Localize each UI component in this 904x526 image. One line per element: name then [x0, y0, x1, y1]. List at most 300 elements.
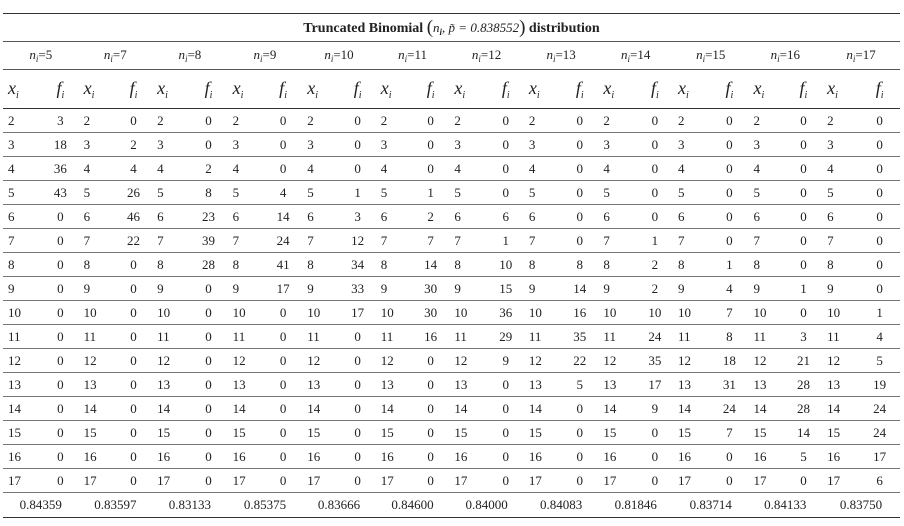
- frequency-cell: 10: [488, 253, 524, 277]
- frequency-cell: 14: [264, 205, 302, 229]
- x-column-header: [598, 70, 636, 109]
- frequency-cell: 0: [189, 445, 227, 469]
- f-label-symbol: f: [279, 77, 285, 98]
- frequency-cell: 35: [637, 349, 673, 373]
- p-estimate-row: [3, 493, 900, 518]
- x-column-header: [673, 70, 710, 109]
- frequency-cell: 0: [412, 445, 449, 469]
- frequency-cell: 4: [710, 277, 748, 301]
- x-value-cell: 15: [673, 421, 710, 445]
- frequency-cell: 0: [189, 373, 227, 397]
- x-value-cell: 10: [822, 301, 859, 325]
- x-value-cell: 15: [3, 421, 42, 445]
- table-row: [3, 229, 900, 253]
- frequency-cell: 0: [859, 277, 900, 301]
- x-value-cell: 10: [524, 301, 561, 325]
- x-value-cell: 5: [152, 181, 189, 205]
- sample-size-header: [598, 42, 673, 70]
- f-column-header: [859, 70, 900, 109]
- p-estimate-cell: 0.84000: [449, 493, 524, 518]
- f-label-symbol: f: [204, 77, 210, 98]
- x-value-cell: 9: [152, 277, 189, 301]
- frequency-cell: 6: [488, 205, 524, 229]
- x-value-cell: 10: [302, 301, 339, 325]
- frequency-cell: 0: [488, 421, 524, 445]
- sample-size-header: [673, 42, 749, 70]
- table-row: [3, 469, 900, 493]
- x-value-cell: 11: [449, 325, 487, 349]
- frequency-cell: 0: [264, 421, 302, 445]
- x-value-cell: 16: [302, 445, 339, 469]
- x-value-cell: 11: [524, 325, 561, 349]
- frequency-cell: 8: [710, 325, 748, 349]
- sample-size-header: [302, 42, 376, 70]
- x-value-cell: 9: [673, 277, 710, 301]
- x-value-cell: 5: [3, 181, 42, 205]
- x-column-header: [749, 70, 785, 109]
- x-label-subscript: i: [685, 89, 689, 101]
- x-value-cell: 6: [673, 205, 710, 229]
- frequency-cell: 0: [637, 421, 673, 445]
- frequency-cell: 0: [115, 469, 152, 493]
- x-value-cell: 10: [3, 301, 42, 325]
- x-column-header: [79, 70, 115, 109]
- x-value-cell: 7: [524, 229, 561, 253]
- frequency-cell: 0: [561, 397, 598, 421]
- x-value-cell: 3: [673, 133, 710, 157]
- sample-size-header: [376, 42, 450, 70]
- x-value-cell: 12: [3, 349, 42, 373]
- x-value-cell: 17: [673, 469, 710, 493]
- x-value-cell: 12: [376, 349, 412, 373]
- frequency-cell: 0: [561, 133, 598, 157]
- frequency-cell: 0: [710, 469, 748, 493]
- frequency-cell: 0: [488, 157, 524, 181]
- table-row: [3, 277, 900, 301]
- sample-size-value: =5: [38, 47, 53, 62]
- x-value-cell: 6: [598, 205, 636, 229]
- f-label-subscript: i: [655, 89, 659, 101]
- x-value-cell: 3: [822, 133, 859, 157]
- frequency-cell: 0: [859, 229, 900, 253]
- frequency-cell: 0: [561, 109, 598, 133]
- x-value-cell: 10: [228, 301, 264, 325]
- x-value-cell: 17: [524, 469, 561, 493]
- title-p-estimate: , p̃ = 0.838552: [442, 19, 520, 35]
- x-column-header: [449, 70, 487, 109]
- n-label-subscript: i: [852, 54, 856, 64]
- p-estimate-cell: 0.85375: [228, 493, 303, 518]
- x-value-cell: 5: [822, 181, 859, 205]
- x-label-symbol: x: [8, 77, 16, 98]
- frequency-cell: 0: [412, 349, 449, 373]
- frequency-cell: 1: [488, 229, 524, 253]
- x-value-cell: 7: [376, 229, 412, 253]
- frequency-cell: 1: [785, 277, 822, 301]
- x-value-cell: 4: [3, 157, 42, 181]
- f-column-header: [115, 70, 152, 109]
- frequency-cell: 0: [264, 373, 302, 397]
- x-value-cell: 16: [152, 445, 189, 469]
- frequency-cell: 8: [561, 253, 598, 277]
- x-value-cell: 13: [302, 373, 339, 397]
- frequency-cell: 0: [42, 349, 78, 373]
- frequency-cell: 0: [264, 349, 302, 373]
- truncated-binomial-table: [3, 13, 900, 518]
- sample-size-value: =11: [407, 47, 427, 62]
- x-value-cell: 6: [228, 205, 264, 229]
- n-label-symbol: n: [770, 47, 778, 62]
- sample-size-header: [79, 42, 153, 70]
- x-value-cell: 8: [302, 253, 339, 277]
- f-label-subscript: i: [209, 89, 213, 101]
- frequency-cell: 24: [637, 325, 673, 349]
- x-value-cell: 9: [302, 277, 339, 301]
- x-label-symbol: x: [454, 77, 463, 98]
- sample-size-header: [449, 42, 524, 70]
- frequency-cell: 0: [710, 229, 748, 253]
- frequency-cell: 2: [115, 133, 152, 157]
- x-value-cell: 11: [749, 325, 785, 349]
- x-value-cell: 12: [79, 349, 115, 373]
- x-value-cell: 2: [228, 109, 264, 133]
- frequency-cell: 0: [412, 397, 449, 421]
- f-label-subscript: i: [134, 89, 138, 101]
- frequency-cell: 5: [859, 349, 900, 373]
- f-label-symbol: f: [575, 77, 581, 98]
- frequency-cell: 33: [340, 277, 376, 301]
- frequency-cell: 0: [115, 253, 152, 277]
- frequency-cell: 4: [859, 325, 900, 349]
- x-value-cell: 14: [79, 397, 115, 421]
- title-prefix: Truncated Binomial: [303, 20, 424, 36]
- f-column-header: [264, 70, 302, 109]
- x-value-cell: 14: [228, 397, 264, 421]
- x-value-cell: 12: [449, 349, 487, 373]
- x-value-cell: 10: [79, 301, 115, 325]
- n-label-subscript: i: [478, 54, 481, 64]
- frequency-cell: 6: [859, 469, 900, 493]
- x-value-cell: 4: [152, 157, 189, 181]
- x-value-cell: 11: [3, 325, 42, 349]
- x-value-cell: 4: [524, 157, 561, 181]
- frequency-cell: 0: [785, 205, 822, 229]
- frequency-cell: 14: [561, 277, 598, 301]
- frequency-cell: 0: [189, 325, 227, 349]
- p-estimate-cell: 0.84083: [524, 493, 599, 518]
- x-value-cell: 5: [449, 181, 487, 205]
- frequency-cell: 1: [637, 229, 673, 253]
- x-value-cell: 7: [152, 229, 189, 253]
- x-value-cell: 5: [749, 181, 785, 205]
- frequency-cell: 0: [710, 157, 748, 181]
- x-value-cell: 8: [673, 253, 710, 277]
- table-row: [3, 133, 900, 157]
- x-value-cell: 15: [524, 421, 561, 445]
- frequency-cell: 7: [710, 301, 748, 325]
- frequency-cell: 0: [189, 109, 227, 133]
- n-label-subscript: i: [260, 54, 263, 64]
- x-value-cell: 17: [449, 469, 487, 493]
- x-value-cell: 14: [749, 397, 785, 421]
- x-value-cell: 6: [302, 205, 339, 229]
- x-value-cell: 16: [3, 445, 42, 469]
- x-value-cell: 4: [376, 157, 412, 181]
- f-label-symbol: f: [56, 77, 62, 98]
- frequency-cell: 0: [785, 157, 822, 181]
- x-value-cell: 2: [3, 109, 42, 133]
- x-value-cell: 7: [302, 229, 339, 253]
- n-label-symbol: n: [846, 47, 853, 62]
- table-row: [3, 445, 900, 469]
- f-column-header: [189, 70, 227, 109]
- sample-size-header: [228, 42, 303, 70]
- x-label-subscript: i: [91, 89, 95, 101]
- x-value-cell: 17: [598, 469, 636, 493]
- x-value-cell: 8: [376, 253, 412, 277]
- frequency-cell: 0: [637, 133, 673, 157]
- x-value-cell: 4: [449, 157, 487, 181]
- x-value-cell: 11: [79, 325, 115, 349]
- frequency-cell: 0: [42, 445, 78, 469]
- table-row: [3, 397, 900, 421]
- sample-size-header: [524, 42, 599, 70]
- x-value-cell: 7: [749, 229, 785, 253]
- p-estimate-cell: 0.83666: [302, 493, 376, 518]
- sample-size-header-row: [3, 42, 900, 70]
- x-value-cell: 5: [79, 181, 115, 205]
- x-value-cell: 12: [822, 349, 859, 373]
- x-value-cell: 4: [822, 157, 859, 181]
- frequency-cell: 1: [412, 181, 449, 205]
- x-value-cell: 8: [449, 253, 487, 277]
- x-value-cell: 6: [3, 205, 42, 229]
- x-value-cell: 17: [228, 469, 264, 493]
- frequency-cell: 24: [710, 397, 748, 421]
- x-column-header: [302, 70, 339, 109]
- x-label-subscript: i: [16, 89, 19, 101]
- x-label-subscript: i: [761, 89, 765, 101]
- x-value-cell: 9: [524, 277, 561, 301]
- frequency-cell: 0: [412, 109, 449, 133]
- frequency-cell: 0: [561, 421, 598, 445]
- frequency-cell: 9: [637, 397, 673, 421]
- n-label-subscript: i: [110, 54, 113, 64]
- title-suffix: distribution: [528, 20, 600, 36]
- x-value-cell: 15: [822, 421, 859, 445]
- x-value-cell: 11: [376, 325, 412, 349]
- x-value-cell: 13: [822, 373, 859, 397]
- x-value-cell: 6: [79, 205, 115, 229]
- n-label-subscript: i: [404, 54, 408, 64]
- frequency-cell: 0: [115, 421, 152, 445]
- p-estimate-cell: 0.84600: [376, 493, 450, 518]
- frequency-cell: 30: [412, 277, 449, 301]
- x-value-cell: 16: [673, 445, 710, 469]
- frequency-cell: 0: [340, 373, 376, 397]
- frequency-cell: 22: [561, 349, 598, 373]
- x-value-cell: 2: [673, 109, 710, 133]
- f-label-subscript: i: [880, 89, 884, 101]
- x-label-symbol: x: [603, 77, 612, 98]
- f-label-subscript: i: [284, 89, 287, 101]
- x-value-cell: 9: [822, 277, 859, 301]
- x-label-subscript: i: [315, 89, 318, 101]
- x-value-cell: 4: [228, 157, 264, 181]
- n-label-subscript: i: [330, 54, 334, 64]
- frequency-cell: 0: [340, 157, 376, 181]
- x-label-symbol: x: [677, 77, 686, 98]
- x-value-cell: 3: [598, 133, 636, 157]
- x-value-cell: 9: [79, 277, 115, 301]
- n-label-subscript: i: [184, 54, 188, 64]
- title-open-paren: (: [426, 16, 434, 38]
- frequency-cell: 0: [785, 181, 822, 205]
- x-value-cell: 11: [302, 325, 339, 349]
- x-value-cell: 12: [749, 349, 785, 373]
- x-value-cell: 7: [598, 229, 636, 253]
- frequency-cell: 1: [710, 253, 748, 277]
- frequency-cell: 24: [264, 229, 302, 253]
- f-column-header: [42, 70, 78, 109]
- sample-size-value: =16: [779, 47, 800, 62]
- title-n-sub: i: [439, 26, 443, 37]
- x-value-cell: 5: [228, 181, 264, 205]
- frequency-cell: 0: [412, 133, 449, 157]
- f-label-subscript: i: [506, 89, 510, 101]
- x-value-cell: 6: [376, 205, 412, 229]
- frequency-cell: 0: [42, 397, 78, 421]
- x-value-cell: 7: [228, 229, 264, 253]
- p-estimate-cell: 0.84359: [3, 493, 79, 518]
- frequency-cell: 17: [637, 373, 673, 397]
- frequency-cell: 17: [340, 301, 376, 325]
- frequency-cell: 0: [42, 373, 78, 397]
- x-value-cell: 4: [673, 157, 710, 181]
- x-value-cell: 13: [673, 373, 710, 397]
- frequency-cell: 18: [710, 349, 748, 373]
- frequency-cell: 0: [561, 469, 598, 493]
- x-value-cell: 14: [3, 397, 42, 421]
- frequency-cell: 0: [637, 469, 673, 493]
- n-label-subscript: i: [552, 54, 556, 64]
- x-label-subscript: i: [536, 89, 540, 101]
- frequency-cell: 0: [785, 109, 822, 133]
- x-value-cell: 10: [376, 301, 412, 325]
- x-value-cell: 9: [3, 277, 42, 301]
- x-value-cell: 15: [376, 421, 412, 445]
- title-n-var: n: [433, 19, 440, 35]
- p-estimate-cell: 0.83714: [673, 493, 749, 518]
- x-value-cell: 7: [673, 229, 710, 253]
- frequency-cell: 0: [561, 205, 598, 229]
- frequency-cell: 0: [488, 109, 524, 133]
- frequency-cell: 0: [488, 469, 524, 493]
- x-value-cell: 4: [749, 157, 785, 181]
- frequency-cell: 0: [412, 469, 449, 493]
- x-value-cell: 14: [449, 397, 487, 421]
- n-label-symbol: n: [471, 47, 479, 62]
- x-value-cell: 3: [3, 133, 42, 157]
- frequency-cell: 0: [785, 469, 822, 493]
- sample-size-header: [749, 42, 823, 70]
- x-value-cell: 5: [302, 181, 339, 205]
- x-value-cell: 3: [79, 133, 115, 157]
- frequency-cell: 0: [561, 181, 598, 205]
- x-column-header: [228, 70, 264, 109]
- x-label-symbol: x: [827, 77, 836, 98]
- x-value-cell: 11: [228, 325, 264, 349]
- frequency-cell: 7: [710, 421, 748, 445]
- x-column-header: [524, 70, 561, 109]
- table-row: [3, 301, 900, 325]
- x-value-cell: 3: [228, 133, 264, 157]
- frequency-cell: 39: [189, 229, 227, 253]
- p-estimate-cell: 0.83133: [152, 493, 228, 518]
- x-value-cell: 7: [3, 229, 42, 253]
- frequency-cell: 9: [488, 349, 524, 373]
- frequency-cell: 0: [340, 325, 376, 349]
- x-value-cell: 7: [79, 229, 115, 253]
- frequency-cell: 0: [42, 205, 78, 229]
- f-label-symbol: f: [426, 77, 432, 98]
- frequency-cell: 16: [412, 325, 449, 349]
- frequency-cell: 5: [561, 373, 598, 397]
- x-value-cell: 3: [302, 133, 339, 157]
- x-value-cell: 11: [822, 325, 859, 349]
- x-value-cell: 17: [152, 469, 189, 493]
- x-value-cell: 10: [598, 301, 636, 325]
- x-value-cell: 9: [228, 277, 264, 301]
- x-value-cell: 5: [524, 181, 561, 205]
- sample-size-value: =17: [855, 47, 876, 62]
- x-label-subscript: i: [388, 89, 392, 101]
- x-value-cell: 8: [749, 253, 785, 277]
- f-column-header: [785, 70, 822, 109]
- x-value-cell: 9: [749, 277, 785, 301]
- frequency-cell: 0: [340, 445, 376, 469]
- frequency-cell: 0: [859, 181, 900, 205]
- x-value-cell: 15: [79, 421, 115, 445]
- x-value-cell: 6: [449, 205, 487, 229]
- x-value-cell: 16: [376, 445, 412, 469]
- sample-size-value: =13: [555, 47, 576, 62]
- frequency-cell: 0: [859, 253, 900, 277]
- f-column-header: [412, 70, 449, 109]
- frequency-cell: 0: [42, 253, 78, 277]
- sample-size-header: [152, 42, 228, 70]
- f-label-symbol: f: [501, 77, 507, 98]
- frequency-cell: 4: [264, 181, 302, 205]
- frequency-cell: 0: [488, 445, 524, 469]
- x-value-cell: 16: [822, 445, 859, 469]
- frequency-cell: 34: [340, 253, 376, 277]
- x-value-cell: 14: [673, 397, 710, 421]
- f-label-subscript: i: [580, 89, 584, 101]
- frequency-cell: 43: [42, 181, 78, 205]
- x-label-symbol: x: [157, 77, 166, 98]
- frequency-cell: 0: [189, 421, 227, 445]
- frequency-cell: 0: [115, 349, 152, 373]
- table-row: [3, 181, 900, 205]
- x-value-cell: 3: [524, 133, 561, 157]
- x-value-cell: 4: [79, 157, 115, 181]
- n-label-symbol: n: [29, 47, 36, 62]
- frequency-cell: 36: [488, 301, 524, 325]
- sample-size-value: =14: [630, 47, 651, 62]
- x-value-cell: 2: [376, 109, 412, 133]
- x-value-cell: 16: [598, 445, 636, 469]
